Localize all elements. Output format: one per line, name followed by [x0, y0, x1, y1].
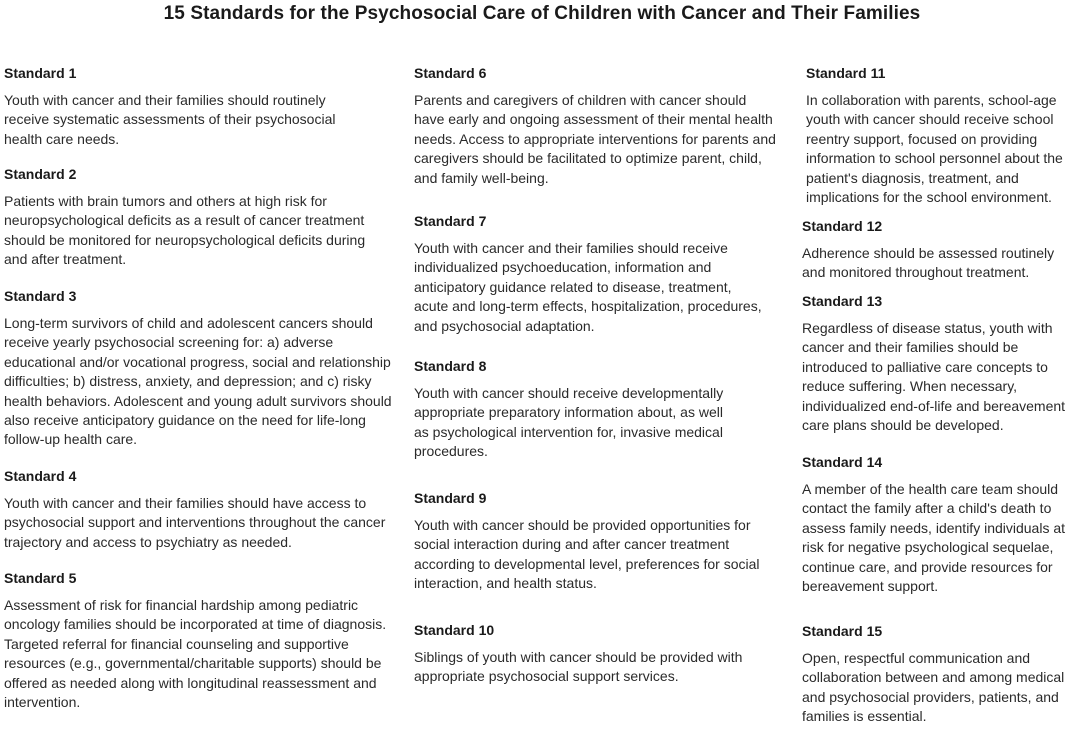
standard-15 — [802, 622, 1084, 727]
standard-8 — [414, 357, 734, 462]
standard-title: Standard 5 — [4, 570, 77, 586]
standard-text: Adherence should be assessed routinely and monitored throughout treatment. — [802, 245, 1055, 281]
standard-title: Standard 8 — [414, 358, 487, 374]
standard-title: Standard 12 — [802, 218, 883, 234]
standard-text: Siblings of youth with cancer should be provided with appropriate psychosocial support services. — [414, 649, 743, 685]
standard-text: Regardless of disease status, youth with cancer and their families should be introduced to palliative care concepts to reduce suffering. When necessary, individualized end-of-life and bereavement care plans should be developed. — [802, 320, 1066, 434]
standard-11 — [806, 64, 1084, 207]
standard-text: Youth with cancer should be provided opportunities for social interaction during and after cancer treatment according to developmental level, preferences for social interaction, and health status. — [414, 517, 760, 592]
standard-12 — [802, 217, 1080, 283]
standard-title: Standard 15 — [802, 623, 883, 639]
standard-text: Open, respectful communication and collaboration between and among medical and psychosocial providers, patients, and families is essential. — [802, 650, 1065, 725]
standard-title: Standard 7 — [414, 213, 487, 229]
standard-13 — [802, 292, 1080, 435]
standard-text: Long-term survivors of child and adolescent cancers should receive yearly psychosocial screening for: a) adverse educational and/or vocational progress, social and relationship difficulties; b) distress, anxiety, and depression; and c) risky health behaviors. Adolescent and young adult survivors should also receive anticipatory guidance on the need for life-long follow-up health care. — [4, 315, 392, 448]
standard-10 — [414, 621, 784, 687]
standard-text: Youth with cancer should receive developmentally appropriate preparatory information about, as well as psychological intervention for, invasive medical procedures. — [414, 385, 724, 460]
standard-4 — [4, 467, 398, 552]
standard-text: In collaboration with parents, school-age youth with cancer should receive school reentry support, focused on providing information to school personnel about the patient's diagnosis, treatment, and implications for the school environment. — [806, 92, 1063, 206]
standard-title: Standard 10 — [414, 622, 495, 638]
standard-title: Standard 2 — [4, 166, 77, 182]
standard-text: Assessment of risk for financial hardship among pediatric oncology families should be incorporated at time of diagnosis. Targeted referral for financial counseling and supportive resources (e.g., governmental/charitable supports) should be offered as needed along with longitudinal reassessment and intervention. — [4, 597, 387, 711]
standard-title: Standard 4 — [4, 468, 77, 484]
standard-9 — [414, 489, 780, 594]
standard-title: Standard 14 — [802, 454, 883, 470]
standard-1 — [4, 64, 349, 149]
standard-text: Patients with brain tumors and others at high risk for neuropsychological deficits as a result of cancer treatment should be monitored for neuropsychological deficits during and after treatment. — [4, 193, 366, 268]
standard-2 — [4, 165, 382, 270]
standard-6 — [414, 64, 780, 188]
standard-title: Standard 11 — [806, 65, 886, 81]
standard-text: Parents and caregivers of children with cancer should have early and ongoing assessment of their mental health needs. Access to appropriate interventions for parents and caregivers should be facilitated to optimize parent, child, and family well-being. — [414, 92, 776, 186]
standard-5 — [4, 569, 389, 712]
standard-text: Youth with cancer and their families should receive individualized psychoeducation, information and anticipatory guidance related to disease, treatment, acute and long-term effects, hospitalization, procedures, and psychosocial adaptation. — [414, 240, 762, 334]
standard-title: Standard 3 — [4, 288, 77, 304]
standard-title: Standard 1 — [4, 65, 77, 81]
standard-text: Youth with cancer and their families should have access to psychosocial support and interventions throughout the cancer trajectory and access to psychiatry as needed. — [4, 495, 386, 550]
standard-3 — [4, 287, 396, 450]
standard-title: Standard 13 — [802, 293, 883, 309]
standard-14 — [802, 453, 1083, 596]
standard-title: Standard 6 — [414, 65, 487, 81]
standard-7 — [414, 212, 766, 336]
standard-title: Standard 9 — [414, 490, 487, 506]
standard-text: A member of the health care team should contact the family after a child's death to assess family needs, identify individuals at risk for negative psychological sequelae, continue care, and provide resources for bereavement support. — [802, 481, 1066, 595]
page-title: 15 Standards for the Psychosocial Care of Children with Cancer and Their Families — [163, 3, 921, 24]
standard-text: Youth with cancer and their families should routinely receive systematic assessments of their psychosocial health care needs. — [4, 92, 336, 147]
